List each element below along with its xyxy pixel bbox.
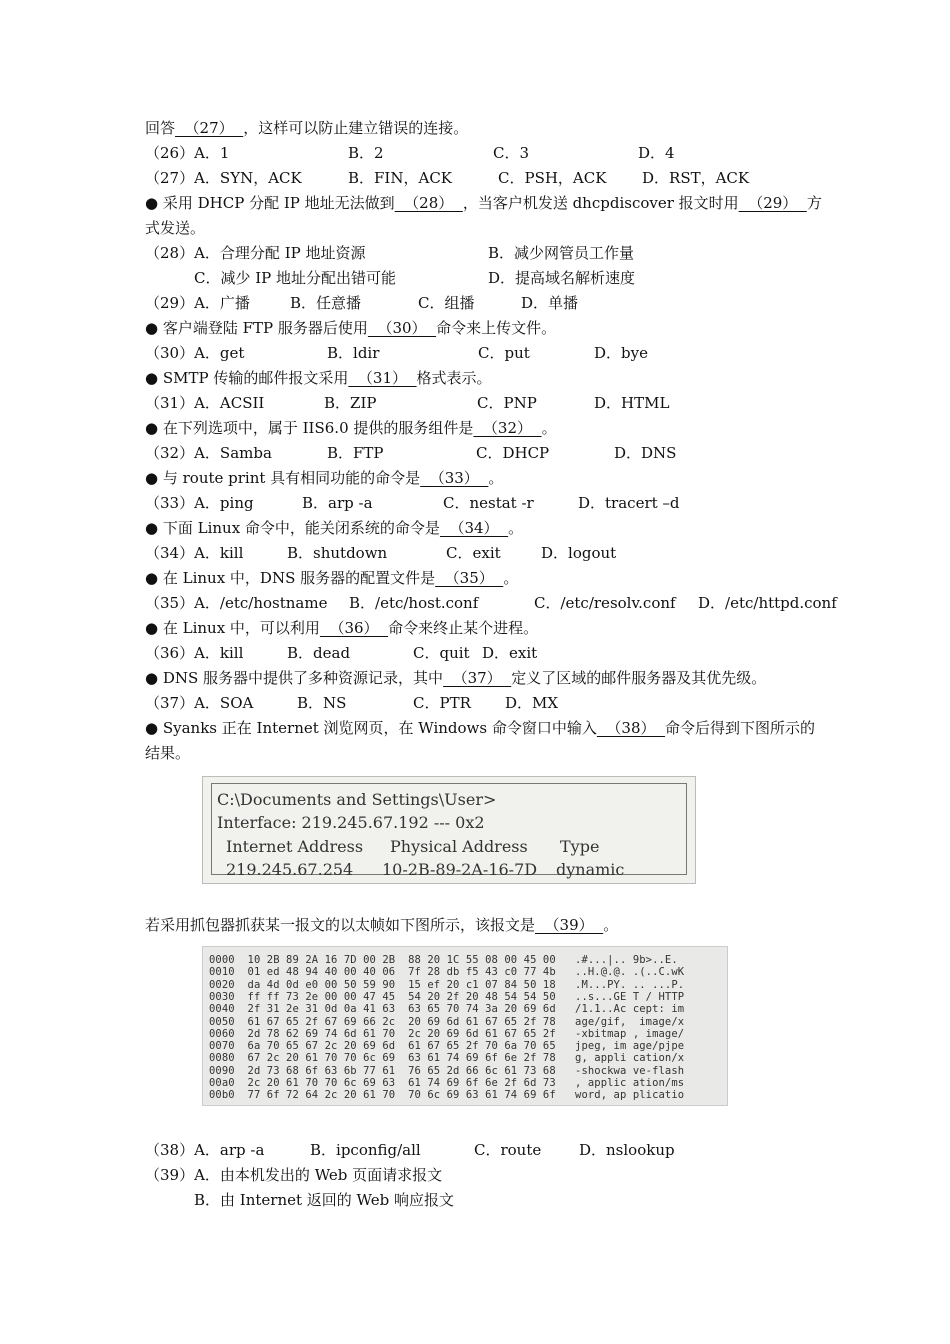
answer-option: D．HTML	[594, 394, 670, 412]
answer-blank: （29）	[738, 194, 807, 212]
arp-row-mac: 10-2B-89-2A-16-7D	[382, 860, 538, 879]
question-text: ● SMTP 传输的邮件报文采用	[145, 369, 349, 387]
answer-blank: （35）	[435, 569, 504, 587]
hex-dump-row: 0090 2d 73 68 6f 63 6b 77 61 76 65 2d 66 6c 61 73 68 -shockwa ve-flash	[209, 1064, 685, 1077]
arp-interface: Interface: 219.245.67.192 --- 0x2	[217, 813, 485, 832]
answer-option: （39）A．由本机发出的 Web 页面请求报文	[145, 1166, 443, 1184]
arp-output-frame	[211, 783, 687, 879]
answer-option: （36）A．kill	[145, 644, 244, 662]
answer-blank: （28）	[394, 194, 463, 212]
answer-option: B．ldir	[327, 344, 380, 362]
hex-dump-row: 0040 2f 31 2e 31 0d 0a 41 63 63 65 70 74 3a 20 69 6d /1.1..Ac cept: im	[209, 1003, 685, 1016]
answer-option: D．单播	[521, 294, 579, 312]
answer-option: D．logout	[541, 544, 617, 562]
hex-dump-row: 0020 da 4d 0d e0 00 50 59 90 15 ef 20 c1 07 84 50 18 .M...PY. .. ...P.	[209, 978, 685, 991]
question-text: 。	[541, 419, 557, 437]
question-line	[145, 193, 822, 213]
answer-option: （27）A．SYN，ACK	[145, 169, 302, 187]
answer-blank: （34）	[439, 519, 509, 537]
answer-option: D．RST，ACK	[642, 169, 750, 187]
question-text: ，这样可以防止建立错误的连接。	[243, 119, 469, 137]
hex-dump-row: 0060 2d 78 62 69 74 6d 61 70 2c 20 69 6d 61 67 65 2f -xbitmap , image/	[209, 1027, 685, 1040]
question-line	[145, 743, 190, 763]
question-text: 结果。	[145, 744, 191, 762]
answer-option: B．arp -a	[302, 494, 373, 512]
answer-option: C．/etc/resolv.conf	[534, 594, 676, 612]
question-text: ● 在 Linux 中，DNS 服务器的配置文件是	[145, 569, 436, 587]
answer-option: B．dead	[287, 644, 351, 662]
question-text: ● 在下列选项中，属于 IIS6.0 提供的服务组件是	[145, 419, 474, 437]
answer-option: C．PSH，ACK	[498, 169, 607, 187]
answer-blank: （33）	[420, 469, 489, 487]
question-line	[145, 518, 523, 538]
answer-option: D．bye	[594, 344, 648, 362]
question-text: ● 下面 Linux 命令中，能关闭系统的命令是	[145, 519, 440, 537]
answer-option: （38）A．arp -a	[145, 1141, 265, 1159]
answer-blank: （38）	[596, 719, 666, 737]
arp-header-type: Type	[560, 837, 600, 856]
question-text: 定义了区域的邮件服务器及其优先级。	[511, 669, 767, 687]
answer-option: C．PTR	[413, 694, 471, 712]
answer-option: B．2	[348, 144, 384, 162]
question-line	[145, 418, 557, 438]
question-text: 。	[503, 569, 519, 587]
arp-row-ip: 219.245.67.254	[226, 860, 354, 879]
answer-option: C．组播	[418, 294, 475, 312]
hex-dump-row: 0030 ff ff 73 2e 00 00 47 45 54 20 2f 20 48 54 54 50 ..s...GE T / HTTP	[209, 990, 685, 1003]
arp-output-screenshot	[202, 776, 696, 884]
answer-option: B．shutdown	[287, 544, 388, 562]
answer-option: D．nslookup	[579, 1141, 675, 1159]
answer-blank: （39）	[535, 916, 604, 934]
question-text: ● 与 route print 具有相同功能的命令是	[145, 469, 421, 487]
answer-option: （35）A．/etc/hostname	[145, 594, 328, 612]
answer-option: C．减少 IP 地址分配出错可能	[194, 269, 397, 287]
arp-header-mac: Physical Address	[390, 837, 528, 856]
answer-option: （33）A．ping	[145, 494, 254, 512]
question-text: 。	[488, 469, 504, 487]
answer-option: C．nestat -r	[443, 494, 534, 512]
answer-option: B．由 Internet 返回的 Web 响应报文	[194, 1191, 454, 1209]
answer-option: （37）A．SOA	[145, 694, 254, 712]
hex-dump-row: 0050 61 67 65 2f 67 69 66 2c 20 69 6d 61 67 65 2f 78 age/gif, image/x	[209, 1015, 685, 1028]
answer-option: D．DNS	[614, 444, 677, 462]
hex-dump-row: 00a0 2c 20 61 70 70 6c 69 63 61 74 69 6f 6e 2f 6d 73 , applic ation/ms	[209, 1077, 685, 1089]
answer-blank: （31）	[348, 369, 417, 387]
answer-blank: （30）	[367, 319, 437, 337]
question-line	[145, 218, 205, 238]
answer-option: B．ZIP	[324, 394, 377, 412]
question-line	[145, 618, 538, 638]
answer-option: （26）A．1	[145, 144, 230, 162]
question-text: 命令来上传文件。	[436, 319, 557, 337]
answer-option: C．route	[474, 1141, 542, 1159]
question-line	[145, 318, 556, 338]
answer-option: B．任意播	[290, 294, 362, 312]
answer-blank: （36）	[319, 619, 389, 637]
answer-option: （28）A．合理分配 IP 地址资源	[145, 244, 366, 262]
answer-option: B．/etc/host.conf	[349, 594, 479, 612]
answer-option: B．ipconfig/all	[310, 1141, 421, 1159]
hex-dump-row: 0070 6a 70 65 67 2c 20 69 6d 61 67 65 2f 70 6a 70 65 jpeg, im age/pjpe	[209, 1040, 685, 1053]
question-text: ● DNS 服务器中提供了多种资源记录，其中	[145, 669, 444, 687]
answer-option: B．FIN，ACK	[348, 169, 452, 187]
hex-dump-row: 0080 67 2c 20 61 70 70 6c 69 63 61 74 69 6f 6e 2f 78 g, appli cation/x	[209, 1052, 685, 1065]
answer-option: C．put	[478, 344, 530, 362]
answer-option: D．exit	[482, 644, 538, 662]
arp-prompt: C:\Documents and Settings\User>	[217, 790, 497, 809]
question-text: 。	[603, 916, 619, 934]
answer-option: C．quit	[413, 644, 470, 662]
question-text: ，当客户机发送 dhcpdiscover 报文时用	[462, 194, 739, 212]
hex-dump-row: 0010 01 ed 48 94 40 00 40 06 7f 28 db f5 43 c0 77 4b ..H.@.@. .(..C.wK	[209, 966, 685, 979]
answer-option: C．DHCP	[476, 444, 550, 462]
arp-header-ip: Internet Address	[226, 837, 364, 856]
answer-option: （29）A．广播	[145, 294, 250, 312]
answer-option: D．4	[638, 144, 675, 162]
answer-option: C．3	[493, 144, 530, 162]
answer-option: C．PNP	[477, 394, 537, 412]
question-text: 命令来终止某个进程。	[388, 619, 539, 637]
hex-dump-row: 0000 10 2B 89 2A 16 7D 00 2B 88 20 1C 55 08 00 45 00 .#...|.. 9b>..E.	[209, 954, 678, 966]
question-text: ● 采用 DHCP 分配 IP 地址无法做到	[145, 194, 395, 212]
answer-option: D．tracert –d	[578, 494, 680, 512]
question-text: 式发送。	[145, 219, 206, 237]
question-line	[145, 468, 503, 488]
question-text: 回答	[145, 119, 176, 137]
answer-blank: （37）	[443, 669, 512, 687]
question-text: ● 客户端登陆 FTP 服务器后使用	[145, 319, 368, 337]
answer-option: B．FTP	[327, 444, 384, 462]
answer-blank: （27）	[175, 119, 244, 137]
question-text: 命令后得到下图所示的	[665, 719, 816, 737]
answer-option: D．/etc/httpd.conf	[698, 594, 837, 612]
hex-dump-row: 00b0 77 6f 72 64 2c 20 61 70 70 6c 69 63 61 74 69 6f word, ap plicatio	[209, 1089, 685, 1102]
answer-option: D．MX	[505, 694, 559, 712]
question-text: 。	[508, 519, 524, 537]
question-line	[145, 568, 518, 588]
answer-option: B．减少网管员工作量	[488, 244, 635, 262]
answer-option: D．提高域名解析速度	[488, 269, 636, 287]
question-line	[145, 915, 618, 935]
answer-option: （30）A．get	[145, 344, 245, 362]
answer-blank: （32）	[473, 419, 542, 437]
arp-row-type: dynamic	[556, 860, 625, 879]
packet-hex-dump	[202, 946, 728, 1106]
question-text: 若采用抓包器抓获某一报文的以太帧如下图所示，该报文是	[145, 916, 536, 934]
question-line	[145, 368, 492, 388]
question-line	[145, 718, 815, 738]
answer-option: （34）A．kill	[145, 544, 244, 562]
question-text: 格式表示。	[416, 369, 492, 387]
question-line	[145, 668, 766, 688]
question-text: ● Syanks 正在 Internet 浏览网页，在 Windows 命令窗口中输入	[145, 719, 597, 737]
question-text: ● 在 Linux 中，可以利用	[145, 619, 320, 637]
answer-option: （31）A．ACSII	[145, 394, 265, 412]
answer-option: C．exit	[446, 544, 501, 562]
answer-option: B．NS	[297, 694, 347, 712]
question-line	[145, 118, 468, 138]
question-text: 方	[806, 194, 822, 212]
answer-option: （32）A．Samba	[145, 444, 272, 462]
